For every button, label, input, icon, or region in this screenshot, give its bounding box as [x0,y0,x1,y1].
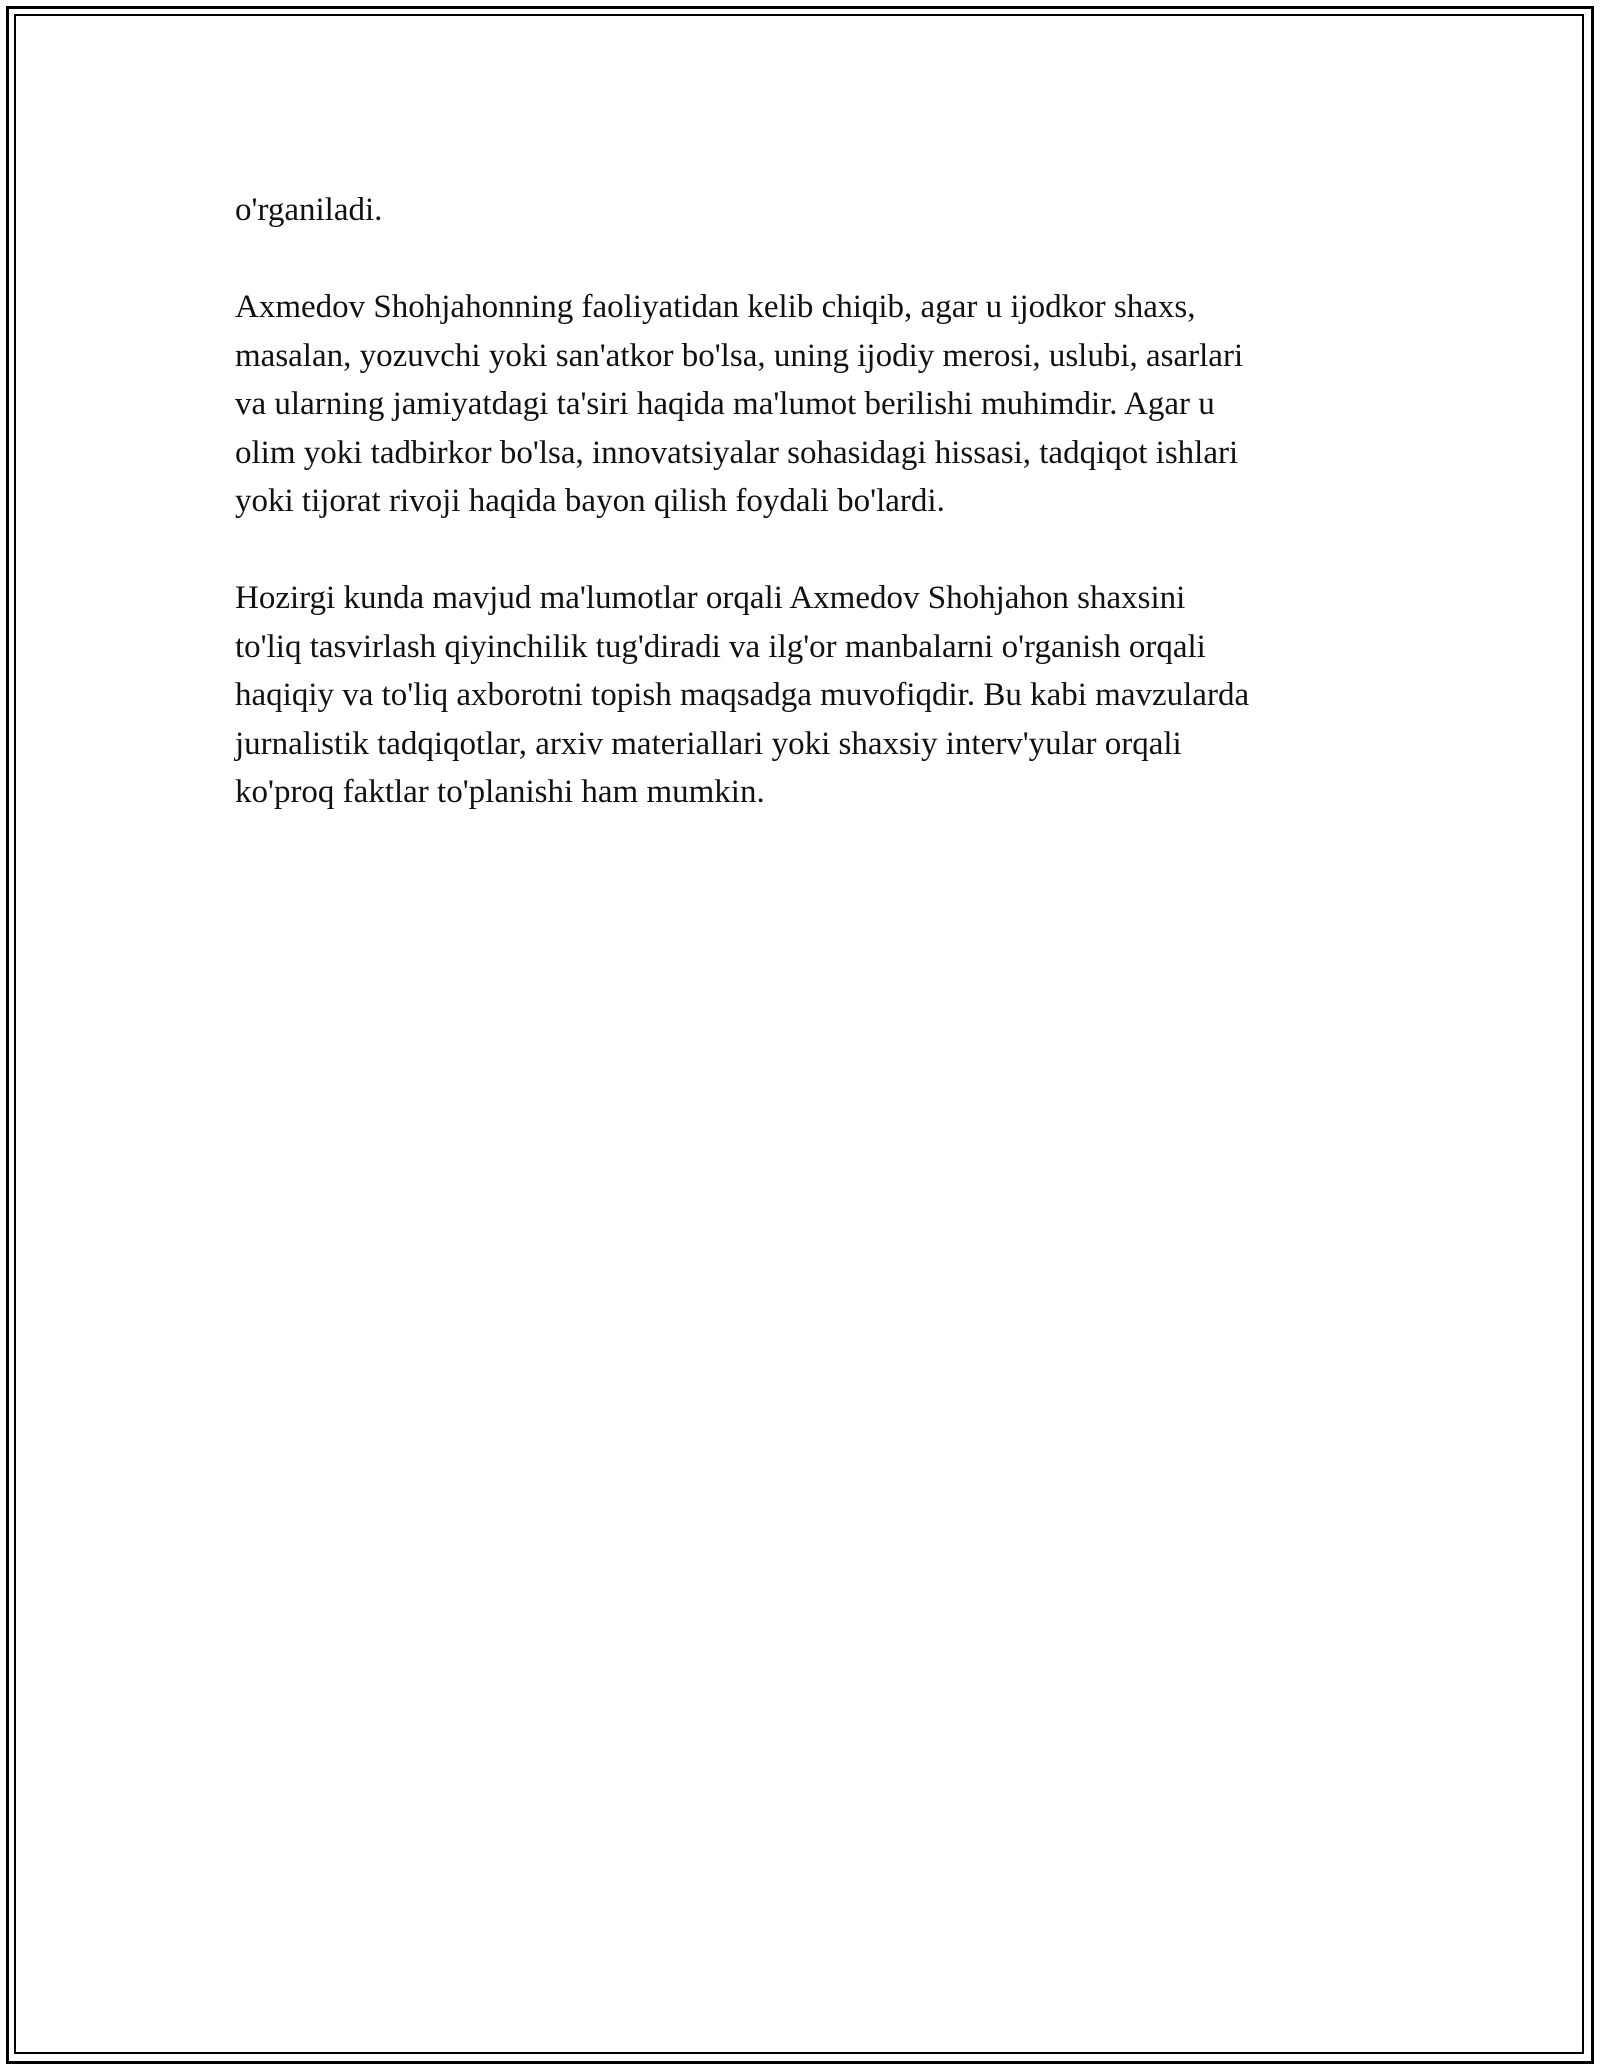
text-line: Hozirgi kunda mavjud ma'lumotlar orqali Axmedov Shohjahon shaxsini [235,580,1186,616]
text-line: haqiqiy va to'liq axborotni topish maqsadga muvofiqdir. Bu kabi mavzularda [235,677,1250,713]
text-line: Axmedov Shohjahonning faoliyatidan kelib chiqib, agar u ijodkor shaxs, [235,289,1196,325]
text-line: to'liq tasvirlash qiyinchilik tug'diradi va ilg'or manbalarni o'rganish orqali [235,628,1206,665]
paragraph-3 [235,574,1395,817]
text-line: va ularning jamiyatdagi ta'siri haqida ma'lumot berilishi muhimdir. Agar u [235,386,1215,422]
document-body [235,186,1395,865]
text-line: jurnalistik tadqiqotlar, arxiv materiallari yoki shaxsiy interv'yular orqali [235,725,1182,762]
text-line: yoki tijorat rivoji haqida bayon qilish foydali bo'lardi. [235,483,945,519]
paragraph-1 [235,186,1395,235]
text-line: ko'proq faktlar to'planishi ham mumkin. [235,774,765,810]
text-line: o'rganiladi. [235,192,383,228]
paragraph-2 [235,283,1395,526]
text-line: olim yoki tadbirkor bo'lsa, innovatsiyalar sohasidagi hissasi, tadqiqot ishlari [235,434,1239,471]
text-line: masalan, yozuvchi yoki san'atkor bo'lsa, uning ijodiy merosi, uslubi, asarlari [235,337,1244,374]
